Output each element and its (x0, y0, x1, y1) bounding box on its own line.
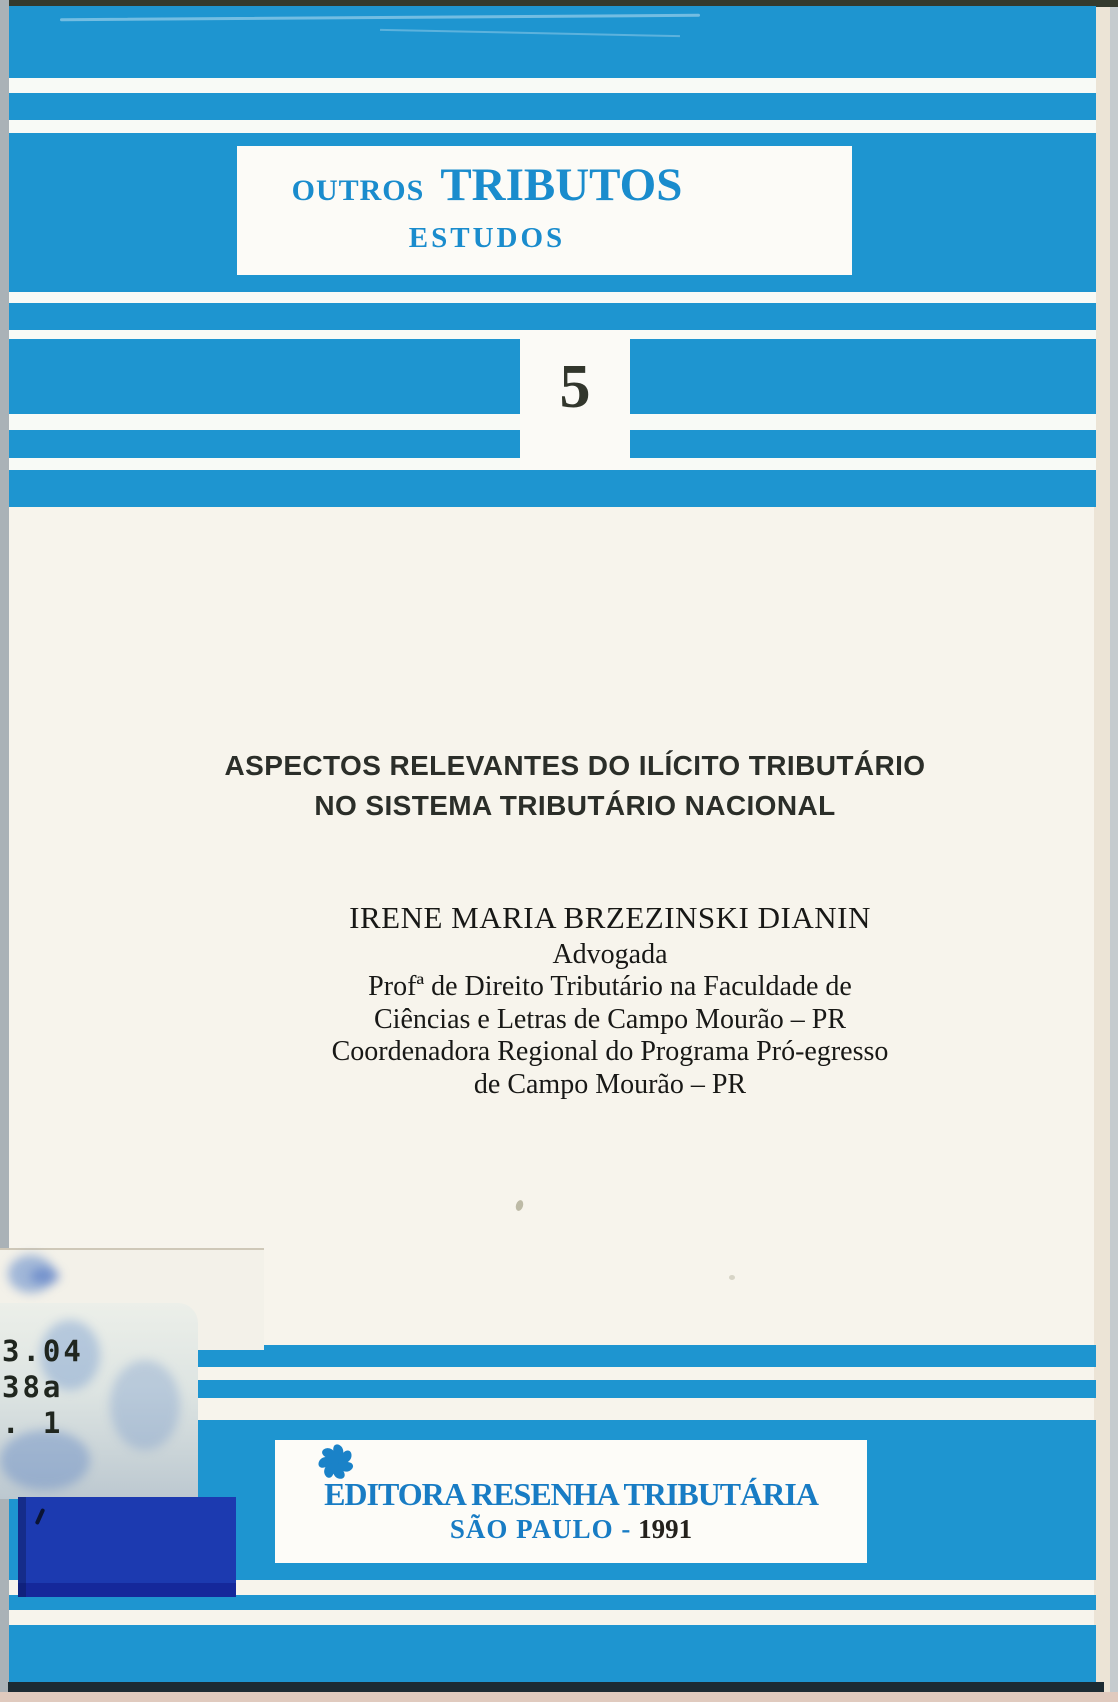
blue-tape-shadow (18, 1497, 26, 1597)
scan-speck (729, 1275, 735, 1280)
ink-smudge (30, 1268, 60, 1284)
white-stripe (9, 292, 1096, 303)
blue-tape (18, 1497, 236, 1597)
book-title-line1: ASPECTOS RELEVANTES DO ILÍCITO TRIBUTÁRIO (224, 750, 926, 781)
publisher-city-year (275, 1514, 867, 1545)
volume-number: 5 (559, 353, 591, 421)
publisher-name: EDITORA RESENHA TRIBUTÁRIA (324, 1476, 818, 1512)
call-number-line: 3.04 (2, 1334, 84, 1368)
blue-tape-edge (18, 1583, 236, 1597)
author-credential: Profª de Direito Tributário na Faculdade de (368, 971, 852, 1002)
bottom-stripe-band (9, 1595, 1096, 1610)
series-word-large: TRIBUTOS (440, 159, 683, 211)
bottom-stripe-band (9, 1625, 1096, 1683)
author-credential: Coordenadora Regional do Programa Pró-egresso (331, 1036, 889, 1067)
scan-bottom-edge (8, 1682, 1104, 1692)
series-subtitle: ESTUDOS (408, 222, 566, 254)
call-number-line: . 1 (2, 1406, 64, 1440)
white-stripe (9, 120, 1096, 133)
page-edge (1094, 6, 1110, 1692)
white-stripe (9, 78, 1096, 93)
scan-bottom-background (0, 1692, 1118, 1702)
publisher-year: 1991 (638, 1514, 693, 1544)
call-number-line: 38a (2, 1370, 64, 1404)
author-credential: de Campo Mourão – PR (473, 1069, 747, 1100)
series-word-small: OUTROS (291, 174, 425, 207)
publisher-city: SÃO PAULO - (449, 1514, 632, 1544)
series-title (237, 158, 737, 216)
author-name: IRENE MARIA BRZEZINSKI DIANIN (349, 900, 871, 935)
author-credential: Advogada (552, 939, 668, 970)
book-title-line2: NO SISTEMA TRIBUTÁRIO NACIONAL (314, 790, 836, 821)
author-credential: Ciências e Letras de Campo Mourão – PR (373, 1004, 846, 1035)
